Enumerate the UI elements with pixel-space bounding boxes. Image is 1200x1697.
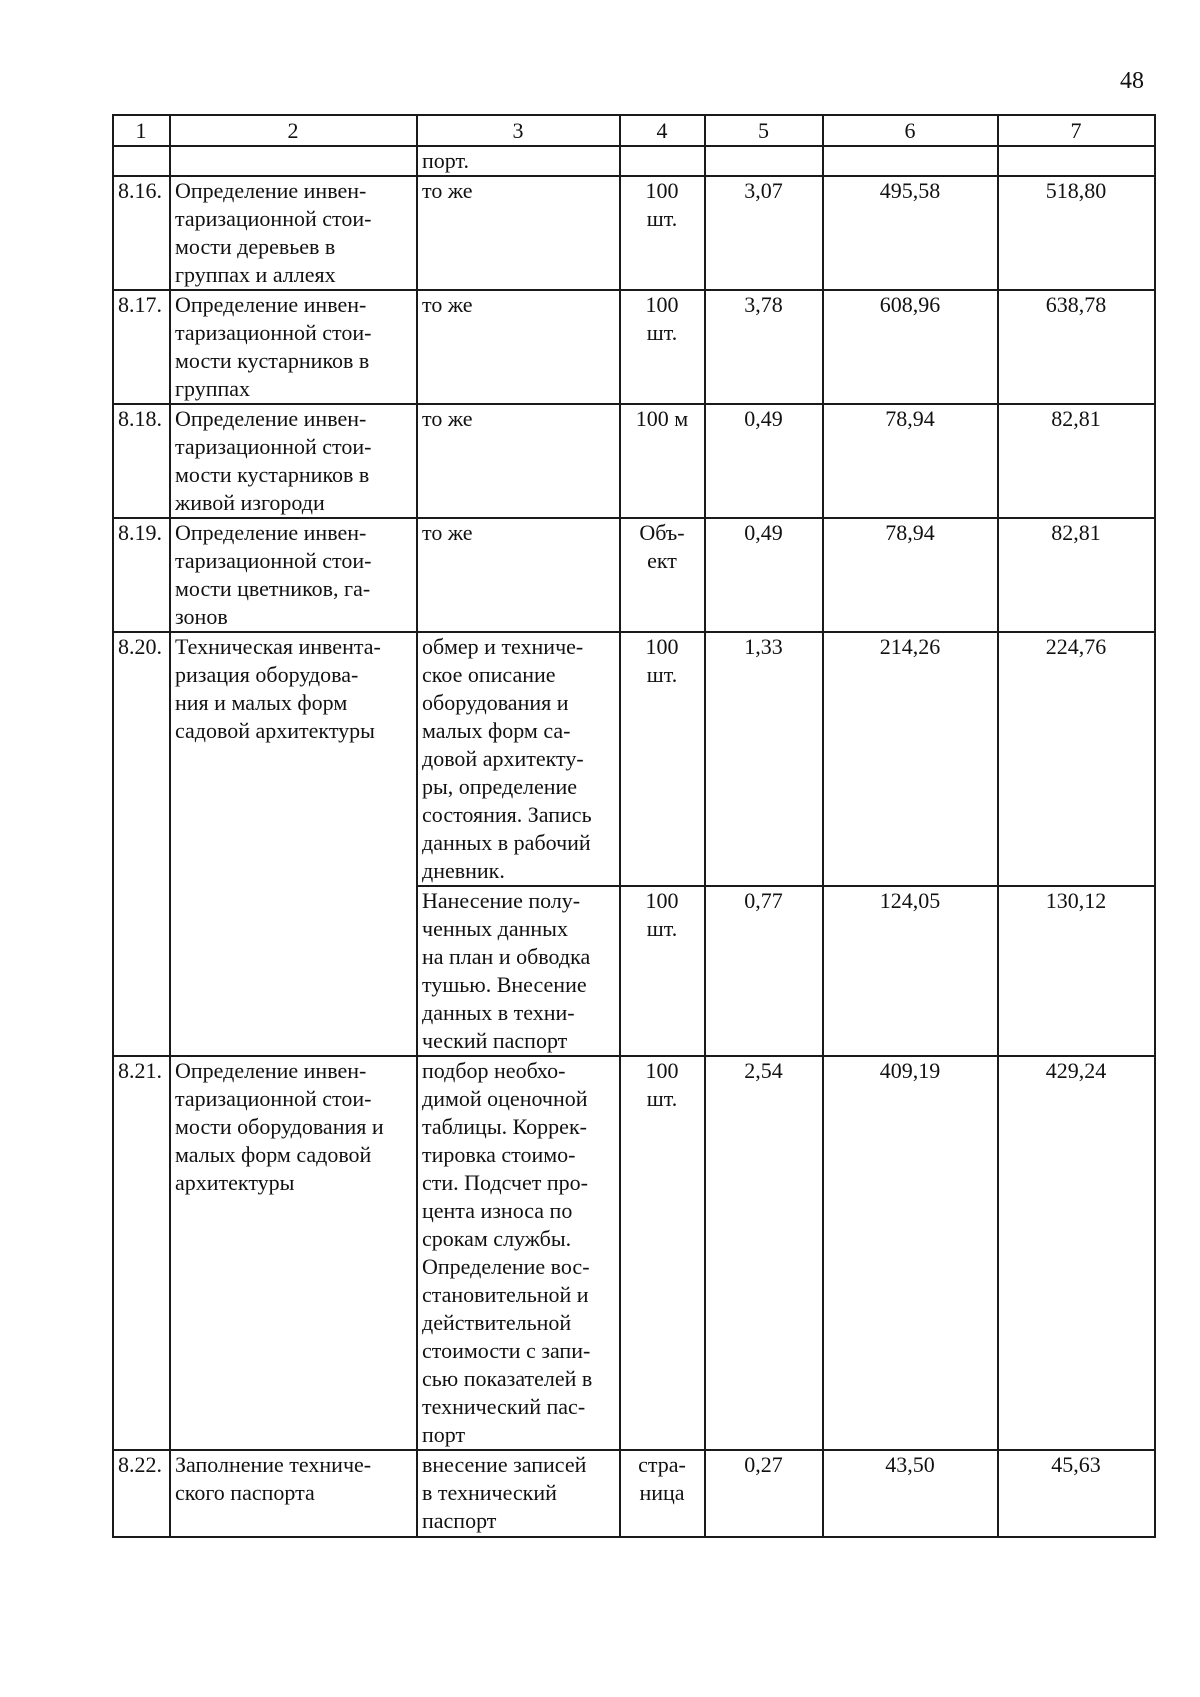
price-2: 45,63	[998, 1450, 1155, 1537]
unit	[620, 290, 705, 404]
price-1: 608,96	[823, 290, 998, 404]
price-1: 124,05	[823, 886, 998, 1056]
labor-coefficient: 2,54	[705, 1056, 823, 1450]
labor-coefficient: 0,77	[705, 886, 823, 1056]
continuation-num	[113, 146, 170, 176]
continuation-name	[170, 146, 417, 176]
price-2: 82,81	[998, 518, 1155, 632]
unit-text: Объ- ект	[639, 520, 685, 573]
unit-text: стра- ница	[638, 1452, 686, 1505]
price-2: 518,80	[998, 176, 1155, 290]
row-number: 8.17.	[113, 290, 170, 404]
work-name	[170, 518, 417, 632]
work-composition-text: внесение записей в технический паспорт	[422, 1452, 587, 1533]
price-2: 224,76	[998, 632, 1155, 886]
price-1: 78,94	[823, 404, 998, 518]
table-row	[113, 1450, 1155, 1537]
header-cell-6: 6	[823, 115, 998, 146]
unit-text: 100 м	[635, 406, 689, 431]
work-composition	[417, 1450, 620, 1537]
labor-coefficient: 0,27	[705, 1450, 823, 1537]
price-2: 638,78	[998, 290, 1155, 404]
labor-coefficient: 0,49	[705, 404, 823, 518]
price-1: 495,58	[823, 176, 998, 290]
work-name	[170, 1056, 417, 1450]
work-name	[170, 404, 417, 518]
table-row	[113, 1056, 1155, 1450]
labor-coefficient: 3,07	[705, 176, 823, 290]
unit	[620, 176, 705, 290]
continuation-price1	[823, 146, 998, 176]
work-composition	[417, 518, 620, 632]
rates-table	[112, 114, 1156, 1538]
work-name-text: Техническая инвента- ризация оборудова- ния и малых форм садовой архитектуры	[175, 634, 381, 743]
work-composition	[417, 404, 620, 518]
header-cell-3: 3	[417, 115, 620, 146]
continuation-row	[113, 146, 1155, 176]
row-number: 8.19.	[113, 518, 170, 632]
row-number: 8.16.	[113, 176, 170, 290]
unit-text: 100 шт.	[645, 888, 679, 941]
table-row	[113, 176, 1155, 290]
work-name-text: Определение инвен- таризационной стои- мости кустарников в живой изгороди	[175, 406, 372, 515]
price-2: 82,81	[998, 404, 1155, 518]
continuation-price2	[998, 146, 1155, 176]
unit-text: 100 шт.	[645, 178, 679, 231]
row-number: 8.22.	[113, 1450, 170, 1537]
table-row	[113, 290, 1155, 404]
unit	[620, 886, 705, 1056]
labor-coefficient: 3,78	[705, 290, 823, 404]
price-2: 429,24	[998, 1056, 1155, 1450]
continuation-unit	[620, 146, 705, 176]
row-number: 8.21.	[113, 1056, 170, 1450]
unit	[620, 404, 705, 518]
row-number: 8.20.	[113, 632, 170, 1056]
continuation-work: порт.	[417, 146, 620, 176]
row-number: 8.18.	[113, 404, 170, 518]
work-composition	[417, 886, 620, 1056]
table-row	[113, 518, 1155, 632]
work-composition-text: подбор необхо- димой оценочной таблицы. Коррек- тировка стоимо- сти. Подсчет про- цента износа по срокам службы. Определение вос- становительной и действительной стоимости с запи- сью показателей в технический пас- порт	[422, 1058, 593, 1447]
price-1: 214,26	[823, 632, 998, 886]
table-row	[113, 404, 1155, 518]
header-cell-7: 7	[998, 115, 1155, 146]
table-header-row	[113, 115, 1155, 146]
table-row	[113, 632, 1155, 886]
unit	[620, 1056, 705, 1450]
work-name	[170, 176, 417, 290]
unit-text: 100 шт.	[645, 292, 679, 345]
work-composition-text: то же	[422, 520, 473, 545]
price-2: 130,12	[998, 886, 1155, 1056]
work-name-text: Определение инвен- таризационной стои- мости оборудования и малых форм садовой архитектуры	[175, 1058, 384, 1195]
price-1: 409,19	[823, 1056, 998, 1450]
work-name	[170, 632, 417, 1056]
continuation-coef	[705, 146, 823, 176]
price-1: 78,94	[823, 518, 998, 632]
work-name-text: Определение инвен- таризационной стои- мости цветников, га- зонов	[175, 520, 372, 629]
work-composition	[417, 290, 620, 404]
work-name	[170, 1450, 417, 1537]
work-name-text: Заполнение техниче- ского паспорта	[175, 1452, 372, 1505]
work-composition-text: обмер и техниче- ское описание оборудования и малых форм са- довой архитекту- ры, определение состояния. Запись данных в рабочий дневник.	[422, 634, 592, 883]
header-cell-5: 5	[705, 115, 823, 146]
unit	[620, 518, 705, 632]
header-cell-2: 2	[170, 115, 417, 146]
work-composition	[417, 632, 620, 886]
work-composition-text: то же	[422, 406, 473, 431]
work-composition	[417, 176, 620, 290]
unit	[620, 632, 705, 886]
work-name	[170, 290, 417, 404]
unit-text: 100 шт.	[645, 634, 679, 687]
work-composition-text: Нанесение полу- ченных данных на план и обводка тушью. Внесение данных в техни- ческий паспорт	[422, 888, 591, 1053]
price-1: 43,50	[823, 1450, 998, 1537]
page-number: 48	[1120, 68, 1144, 94]
work-composition-text: то же	[422, 292, 473, 317]
work-name-text: Определение инвен- таризационной стои- мости деревьев в группах и аллеях	[175, 178, 372, 287]
labor-coefficient: 1,33	[705, 632, 823, 886]
header-cell-4: 4	[620, 115, 705, 146]
unit-text: 100 шт.	[645, 1058, 679, 1111]
work-composition-text: то же	[422, 178, 473, 203]
header-cell-1: 1	[113, 115, 170, 146]
work-name-text: Определение инвен- таризационной стои- мости кустарников в группах	[175, 292, 372, 401]
unit	[620, 1450, 705, 1537]
labor-coefficient: 0,49	[705, 518, 823, 632]
work-composition	[417, 1056, 620, 1450]
